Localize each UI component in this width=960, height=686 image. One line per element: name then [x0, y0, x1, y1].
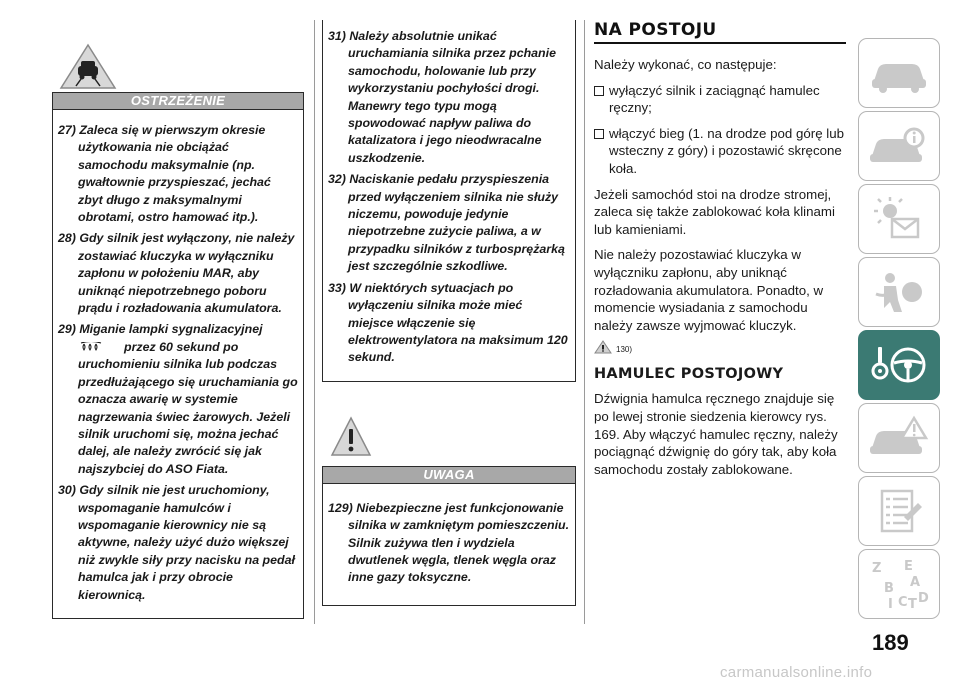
- right-column: [594, 20, 848, 486]
- tab-key-steering[interactable]: [858, 330, 940, 400]
- index-letter: T: [908, 597, 917, 610]
- key-steering-icon: [868, 341, 930, 389]
- watermark: carmanualsonline.info: [720, 664, 873, 681]
- tab-airbag[interactable]: [858, 257, 940, 327]
- warning-item-33: 33) W niektórych sytuacjach po wyłączeniu silnika może mieć miejsce włączenie się elektrowentylatora na maksimum 120 sekund.: [328, 280, 568, 365]
- tab-car-info[interactable]: [858, 111, 940, 181]
- index-letter: D: [918, 591, 929, 606]
- paragraph-handbrake: Dźwignia hamulca ręcznego znajduje się po lewej stronie siedzenia kierowcy rys. 169. Aby włączyć hamulec ręczny, należy pociągnąć dźwignię do góry tak, aby koła samochodu zostały zablokowane.: [594, 391, 838, 477]
- service-list-icon: [868, 487, 930, 535]
- paragraph-steep-road: Jeżeli samochód stoi na drodze stromej, zaleca się także zablokować koła klinami lub kamieniami.: [594, 186, 835, 237]
- index-letter: B: [884, 581, 894, 596]
- bullet-item: wyłączyć silnik i zaciągnąć hamulec ręczny;: [594, 82, 848, 117]
- warning-item-30: 30) Gdy silnik nie jest uruchomiony, wspomaganie hamulców i wspomaganie kierownicy nie są aktywne, należy użyć dużo większej niż zwykle siły przy nacisku na pedał hamulca jak i przy obrocie kierownicą.: [58, 483, 295, 602]
- car-warning-triangle-icon: [58, 42, 118, 92]
- index-letter: Z: [872, 561, 882, 576]
- glow-plug-icon: [100, 340, 122, 350]
- tab-car-icon[interactable]: [858, 38, 940, 108]
- car-warning-icon: [868, 414, 930, 462]
- lights-icon: [868, 195, 930, 243]
- tab-lights[interactable]: [858, 184, 940, 254]
- car-icon: [868, 51, 930, 95]
- warning-item-27: 27) Zaleca się w pierwszym okresie użytkowania nie obciążać samochodu maksymalnie (np. gwałtownie przyspieszać, jechać zbyt długo z maksymalnymi obrotami, ostro hamować itp.).: [58, 123, 271, 225]
- caution-box: [322, 484, 576, 606]
- warning-heading: OSTRZEŻENIE: [52, 92, 304, 110]
- column-divider: [584, 20, 585, 624]
- index-letter: C: [898, 595, 908, 610]
- title-rule: [594, 42, 846, 44]
- warning-box: [52, 110, 304, 619]
- subsection-title: HAMULEC POSTOJOWY: [594, 366, 784, 383]
- airbag-icon: [868, 268, 930, 316]
- paragraph-key: Nie należy pozostawiać kluczyka w wyłączniku zapłonu, aby uniknąć rozładowania akumulatora. Ponadto, w momencie wysiadania z samochodu należy zawsze wyjmować kluczyk.: [594, 247, 824, 333]
- warning-item-29: [58, 321, 299, 478]
- small-caution-icon: [594, 340, 612, 354]
- index-letter: E: [904, 559, 913, 574]
- page-number: 189: [872, 630, 909, 655]
- section-title: NA POSTOJU: [594, 20, 717, 40]
- tab-car-warning[interactable]: [858, 403, 940, 473]
- car-info-icon: [868, 124, 930, 168]
- warning-item-32: 32) Naciskanie pedału przyspieszenia przed wyłączeniem silnika nie służy niczemu, powoduje jedynie niepotrzebne zużycie paliwa, a w przypadku silników z turbosprężarką jest szczególnie szkodliwe.: [328, 172, 565, 274]
- index-letters-icon: [868, 558, 930, 610]
- warning-item-29-lead: 29) Miganie lampki sygnalizacyjnej: [58, 322, 263, 337]
- caution-item-129: 129) Niebezpieczne jest funkcjonowanie silnika w zamkniętym pomieszczeniu. Silnik zużywa tlen i wydziela dwutlenek węgla, tlenek węgla oraz inne gazy toksyczne.: [328, 500, 570, 585]
- warning-item-31: 31) Należy absolutnie unikać uruchamiania silnika przez pchanie samochodu, holowanie lub przy wykorzystaniu pochyłości drogi. Manewry tego typu mogą spowodować napływ paliwa do katalizatora i jego nieodwracalne uszkodzenie.: [328, 29, 556, 165]
- caution-heading: UWAGA: [322, 466, 576, 484]
- tab-service-list[interactable]: [858, 476, 940, 546]
- left-column: [52, 20, 304, 619]
- warning-item-29-rest: przez 60 sekund po uruchomieniu silnika lub podczas przedłużającego się uruchamiania go oznacza awarię w systemie nagrzewania świec żarowych. Jeżeli silnik uruchomi się, można jechać dalej, ale należy zwrócić się jak najszybciej do ASO Fiata.: [78, 339, 298, 476]
- checkbox-bullet-icon: [594, 129, 604, 139]
- bullet-item: włączyć bieg (1. na drodze pod górę lub wsteczny z góry) i pozostawić skręcone koła.: [594, 125, 848, 178]
- column-divider: [314, 20, 315, 624]
- warning-item-28: 28) Gdy silnik jest wyłączony, nie należy zostawiać kluczyka w wyłączniku zapłonu w położeniu MAR, aby uniknąć niepotrzebnego poboru prądu i rozładowania akumulatora.: [58, 231, 295, 316]
- warning-box-continued: [322, 20, 576, 382]
- tab-index-letters[interactable]: [858, 549, 940, 619]
- index-letter: I: [888, 597, 893, 610]
- middle-column: [322, 20, 576, 606]
- index-letter: A: [910, 575, 921, 590]
- caution-triangle-icon: [330, 416, 372, 458]
- chapter-tabs: [858, 38, 940, 622]
- checkbox-bullet-icon: [594, 86, 604, 96]
- caution-reference: 130): [594, 340, 848, 354]
- intro-text: Należy wykonać, co następuje:: [594, 57, 777, 72]
